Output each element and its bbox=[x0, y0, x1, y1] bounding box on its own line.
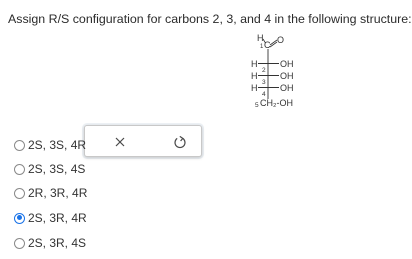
c5-group: CH₂-OH bbox=[260, 98, 293, 108]
c1-oxygen: O bbox=[277, 35, 285, 45]
radio-button[interactable] bbox=[14, 140, 25, 151]
close-icon bbox=[113, 135, 127, 149]
c2-right-oh: OH bbox=[280, 59, 294, 69]
c1-number: 1 bbox=[260, 44, 264, 50]
c2-left-h: H bbox=[251, 59, 258, 69]
c3-left-h: H bbox=[251, 71, 258, 81]
c1-carbon: C bbox=[264, 40, 271, 50]
option-4[interactable] bbox=[14, 209, 87, 227]
option-3[interactable] bbox=[14, 184, 87, 202]
clear-button[interactable] bbox=[109, 131, 131, 153]
c1-hydrogen: H bbox=[257, 33, 264, 43]
question-text: Assign R/S configuration for carbons 2, 3, and 4 in the following structure: bbox=[8, 12, 412, 26]
option-label: 2S, 3R, 4R bbox=[28, 211, 87, 225]
c3-right-oh: OH bbox=[280, 71, 294, 81]
fischer-structure-svg bbox=[246, 34, 350, 140]
option-label: 2S, 3S, 4R bbox=[28, 138, 87, 152]
c4-number: 4 bbox=[262, 91, 266, 98]
option-label: 2R, 3R, 4R bbox=[28, 186, 88, 200]
c4-left-h: H bbox=[251, 83, 258, 93]
option-label: 2S, 3S, 4S bbox=[28, 162, 86, 176]
fischer-projection bbox=[246, 34, 350, 140]
c4-right-oh: OH bbox=[280, 83, 294, 93]
reset-icon bbox=[173, 135, 187, 149]
radio-button[interactable] bbox=[14, 188, 25, 199]
option-label: 2S, 3R, 4S bbox=[28, 236, 87, 250]
c3-number: 3 bbox=[262, 79, 266, 86]
c5-number: 5 bbox=[255, 102, 259, 109]
radio-button[interactable] bbox=[14, 164, 25, 175]
option-5[interactable] bbox=[14, 234, 86, 252]
answer-action-box bbox=[84, 125, 202, 157]
option-2[interactable] bbox=[14, 160, 85, 178]
c2-number: 2 bbox=[262, 67, 266, 74]
option-1[interactable] bbox=[14, 136, 86, 154]
radio-button[interactable] bbox=[14, 238, 25, 249]
radio-button-selected[interactable] bbox=[14, 213, 25, 224]
reset-button[interactable] bbox=[169, 131, 191, 153]
